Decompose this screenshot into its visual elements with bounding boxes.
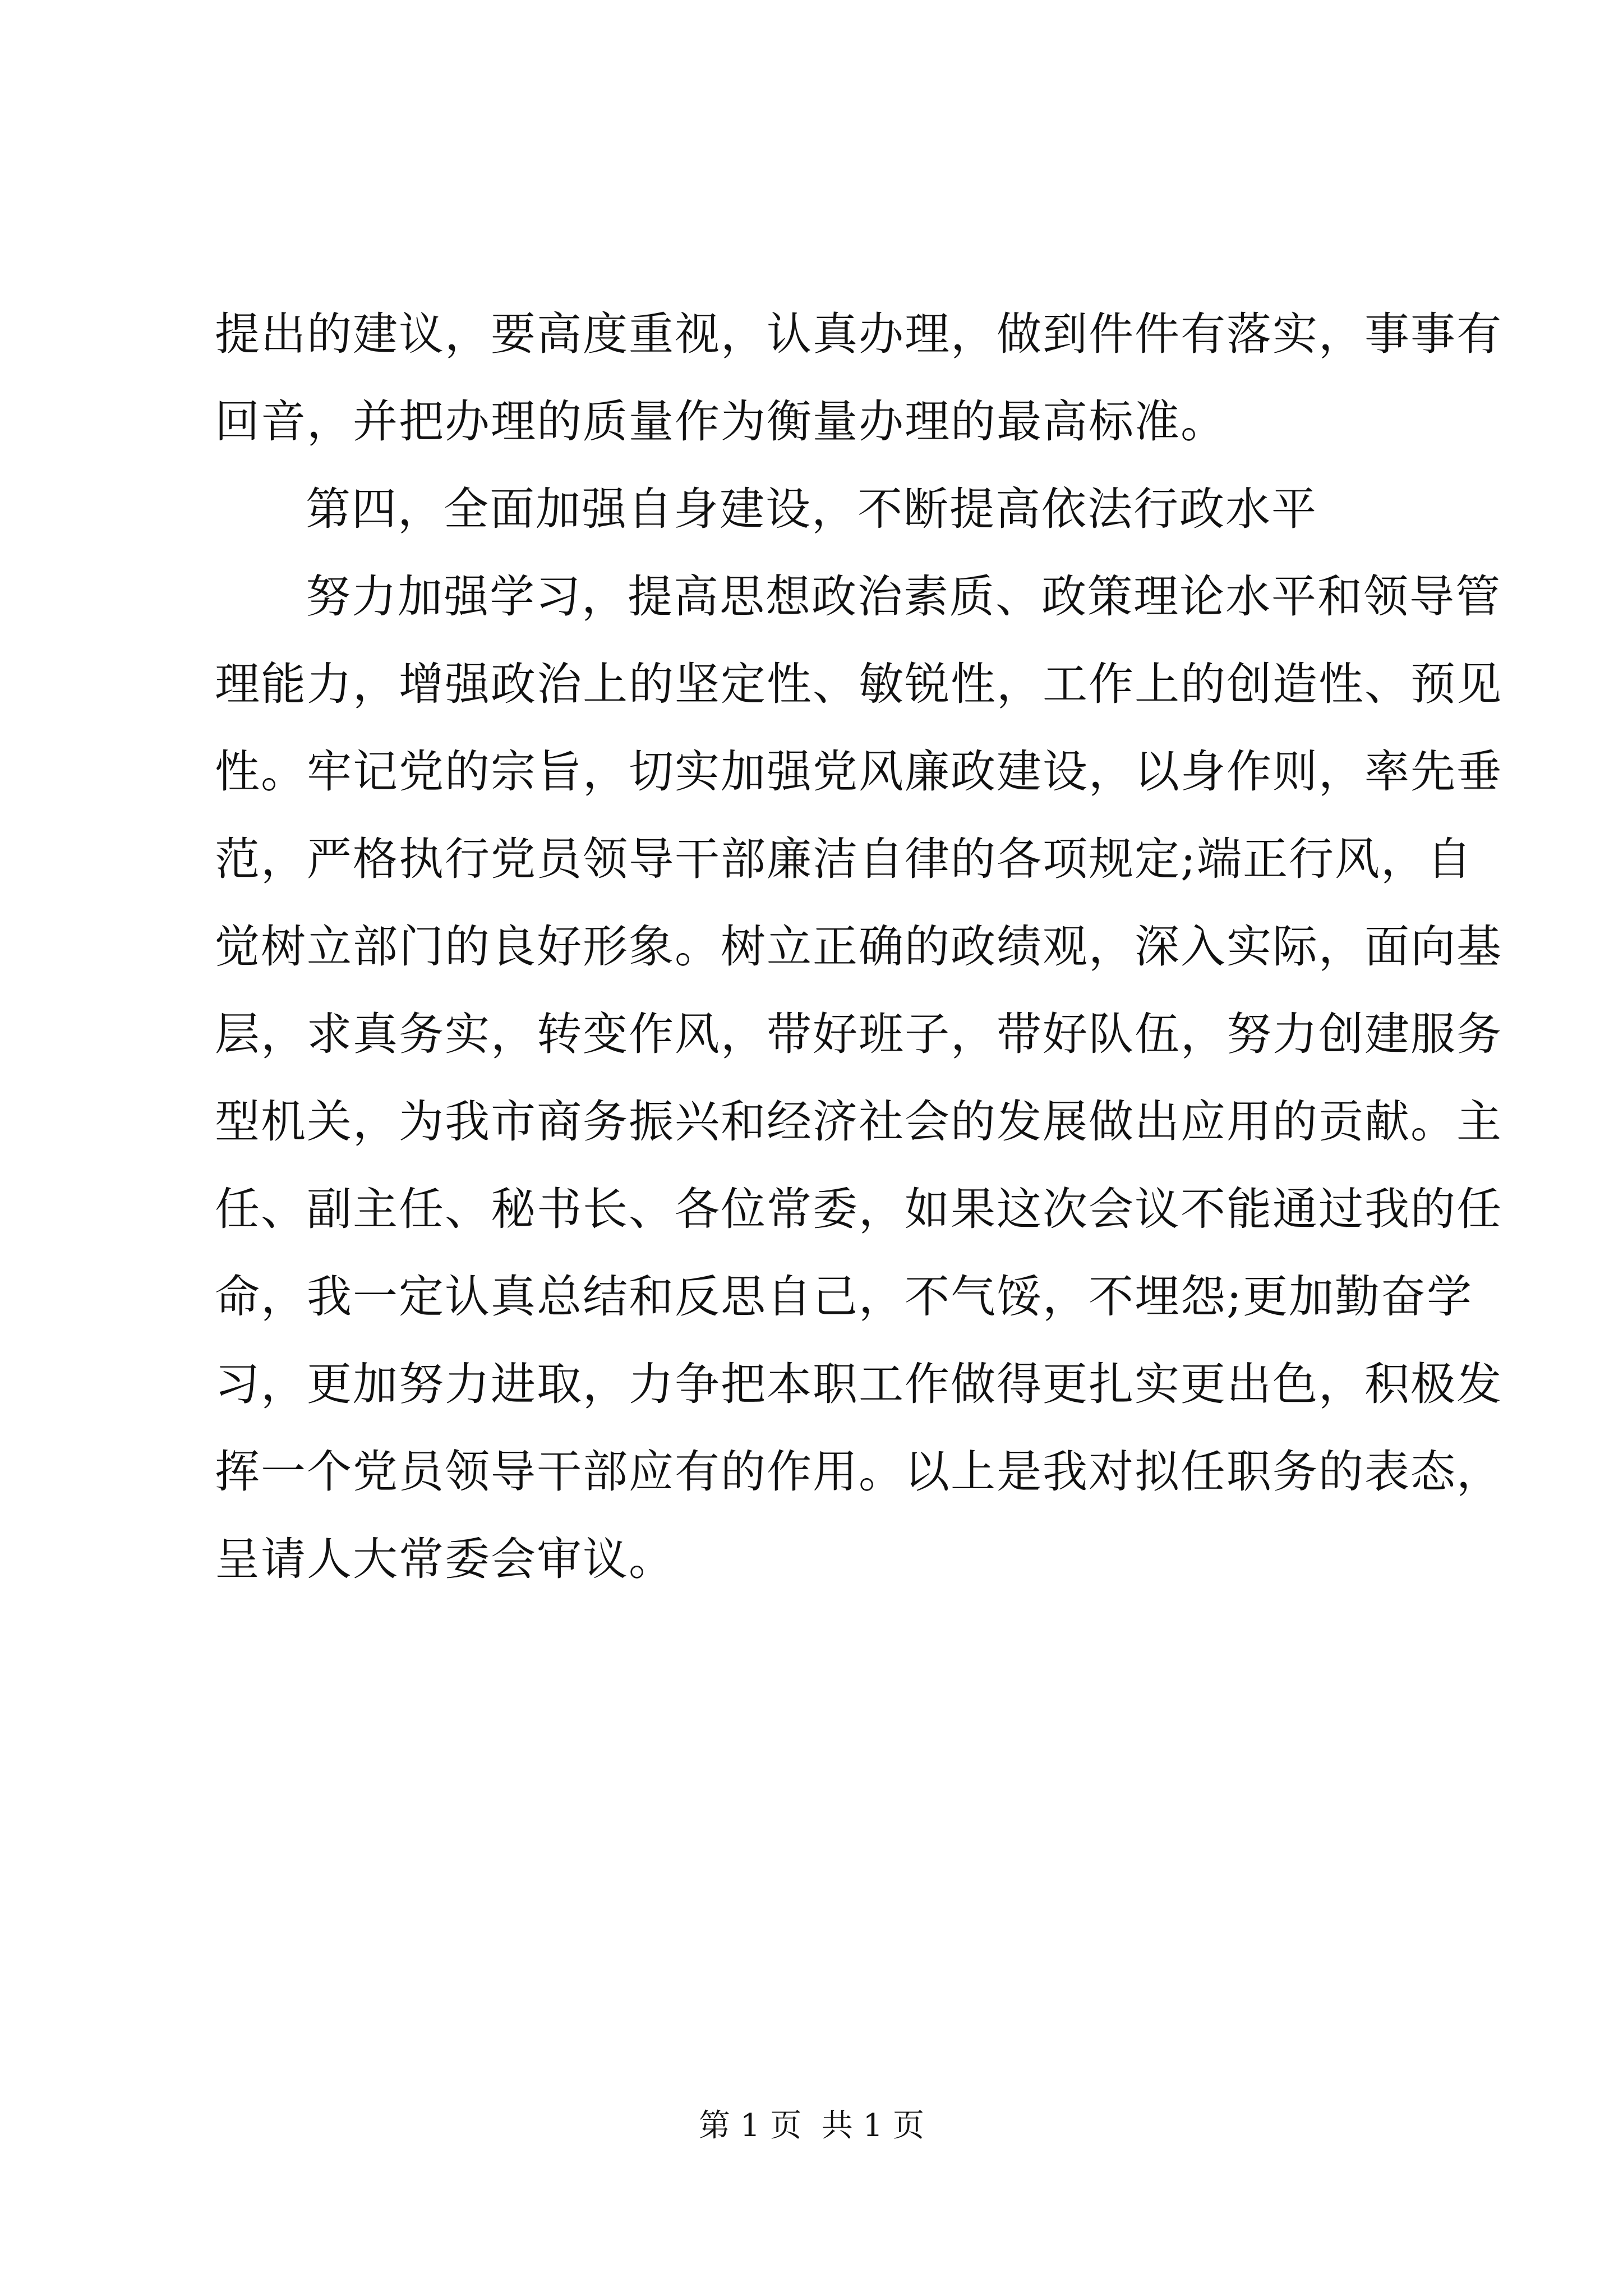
text-line: 型机关，为我市商务振兴和经济社会的发展做出应用的贡献。主: [215, 1096, 1502, 1148]
text-line: 任、副主任、秘书长、各位常委，如果这次会议不能通过我的任: [215, 1183, 1502, 1235]
section-heading: 第四，全面加强自身建设，不断提高依法行政水平: [306, 483, 1317, 535]
text-line: 挥一个党员领导干部应有的作用。以上是我对拟任职务的表态，: [215, 1446, 1502, 1498]
text-line: 性。牢记党的宗旨，切实加强党风廉政建设，以身作则，率先垂: [215, 746, 1502, 798]
text-line: 命，我一定认真总结和反思自己，不气馁，不埋怨;更加勤奋学: [215, 1271, 1473, 1323]
text-line: 呈请人大常委会审议。: [215, 1533, 675, 1585]
text-line: 习，更加努力进取，力争把本职工作做得更扎实更出色，积极发: [215, 1358, 1502, 1410]
text-line: 努力加强学习，提高思想政治素质、政策理论水平和领导管: [306, 570, 1501, 623]
text-line: 觉树立部门的良好形象。树立正确的政绩观，深入实际，面向基: [215, 921, 1502, 973]
body-text: [215, 291, 1502, 1603]
text-line: 层，求真务实，转变作风，带好班子，带好队伍，努力创建服务: [215, 1008, 1502, 1060]
text-line: 提出的建议，要高度重视，认真办理，做到件件有落实，事事有: [215, 308, 1502, 360]
text-line: 回音，并把办理的质量作为衡量办理的最高标准。: [215, 395, 1227, 448]
text-line: 范，严格执行党员领导干部廉洁自律的各项规定;端正行风，自: [215, 833, 1473, 885]
page-number-footer: 第 1 页 共 1 页: [698, 2108, 925, 2144]
text-line: 理能力，增强政治上的坚定性、敏锐性，工作上的创造性、预见: [215, 658, 1502, 710]
